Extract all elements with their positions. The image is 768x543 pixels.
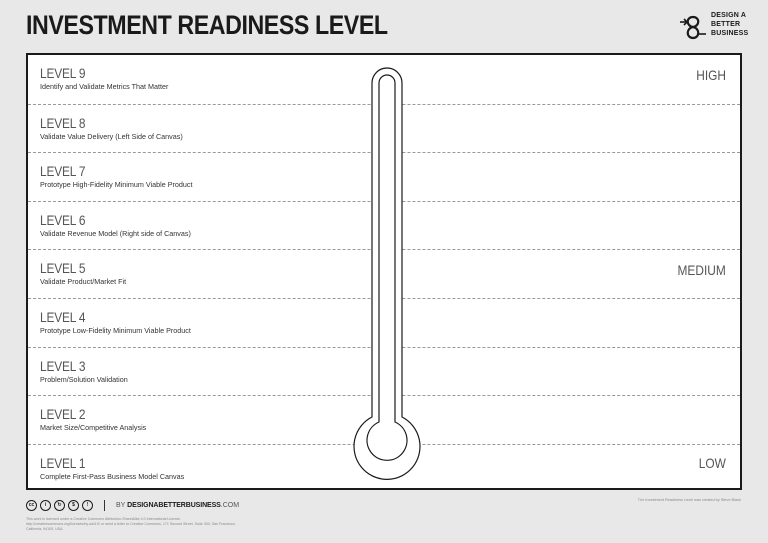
site-suffix: .COM	[220, 502, 240, 509]
level-description: Problem/Solution Validation	[40, 374, 128, 384]
design-a-better-business-logo	[678, 10, 749, 44]
level-row-9	[28, 55, 740, 104]
level-label: LEVEL 5	[40, 260, 86, 277]
cc-icon: cc	[26, 500, 37, 511]
level-description: Validate Product/Market Fit	[40, 277, 127, 287]
level-row-3	[28, 347, 740, 396]
level-label: LEVEL 6	[40, 211, 86, 228]
creative-commons-badges	[26, 500, 239, 511]
footer-divider	[104, 500, 105, 511]
logo-line-2: BETTER	[711, 21, 741, 28]
low-label: LOW	[698, 454, 726, 471]
attribution-icon: i	[40, 500, 51, 511]
high-label: HIGH	[696, 67, 726, 83]
medium-label: MEDIUM	[677, 262, 726, 279]
logo-line-1: DESIGN A	[711, 12, 747, 19]
infinity-logo-icon	[678, 14, 708, 40]
page-title: INVESTMENT READINESS LEVEL	[26, 10, 388, 40]
level-label: LEVEL 7	[40, 163, 86, 180]
level-label: LEVEL 8	[40, 114, 86, 131]
level-label: LEVEL 4	[40, 309, 86, 325]
level-label: LEVEL 2	[40, 406, 86, 423]
level-description: Prototype Low-Fidelity Minimum Viable Product	[40, 326, 191, 335]
level-row-6	[28, 201, 740, 250]
level-description: Validate Revenue Model (Right side of Canvas)	[40, 228, 191, 238]
level-description: Prototype High-Fidelity Minimum Viable Product	[40, 180, 193, 190]
level-row-1	[28, 444, 740, 493]
level-description: Market Size/Competitive Analysis	[40, 423, 147, 433]
level-row-8	[28, 104, 740, 153]
readiness-canvas	[26, 53, 742, 490]
credit-text: The Investment Readiness Level was created by Steve Blank	[637, 498, 741, 502]
info-icon: !	[82, 500, 93, 511]
noncommercial-icon: $	[68, 500, 79, 511]
level-description: Validate Value Delivery (Left Side of Canvas)	[40, 131, 183, 141]
share-alike-icon: ↻	[54, 500, 65, 511]
logo-line-3: BUSINESS	[711, 30, 749, 37]
level-label: LEVEL 9	[40, 65, 86, 81]
level-row-2	[28, 395, 740, 444]
level-label: LEVEL 1	[40, 454, 86, 471]
by-prefix: BY	[116, 502, 126, 509]
level-label: LEVEL 3	[40, 357, 86, 374]
license-text: This work is licensed under a Creative Commons Attribution-ShareAlike 4.0 International License. http://creativecommons.org/licenses/by-sa/4.0/ or send a letter to Creative Commons, 171 Second Street, Suite 300, San Francisco, California, 94105, USA.	[26, 517, 236, 531]
level-row-5	[28, 249, 740, 298]
level-description: Identify and Validate Metrics That Matter	[40, 82, 169, 91]
site-name: DESIGNABETTERBUSINESS	[127, 502, 221, 509]
level-row-4	[28, 298, 740, 347]
website-link[interactable]	[116, 502, 239, 509]
level-description: Complete First-Pass Business Model Canvas	[40, 471, 185, 481]
level-row-7	[28, 152, 740, 201]
